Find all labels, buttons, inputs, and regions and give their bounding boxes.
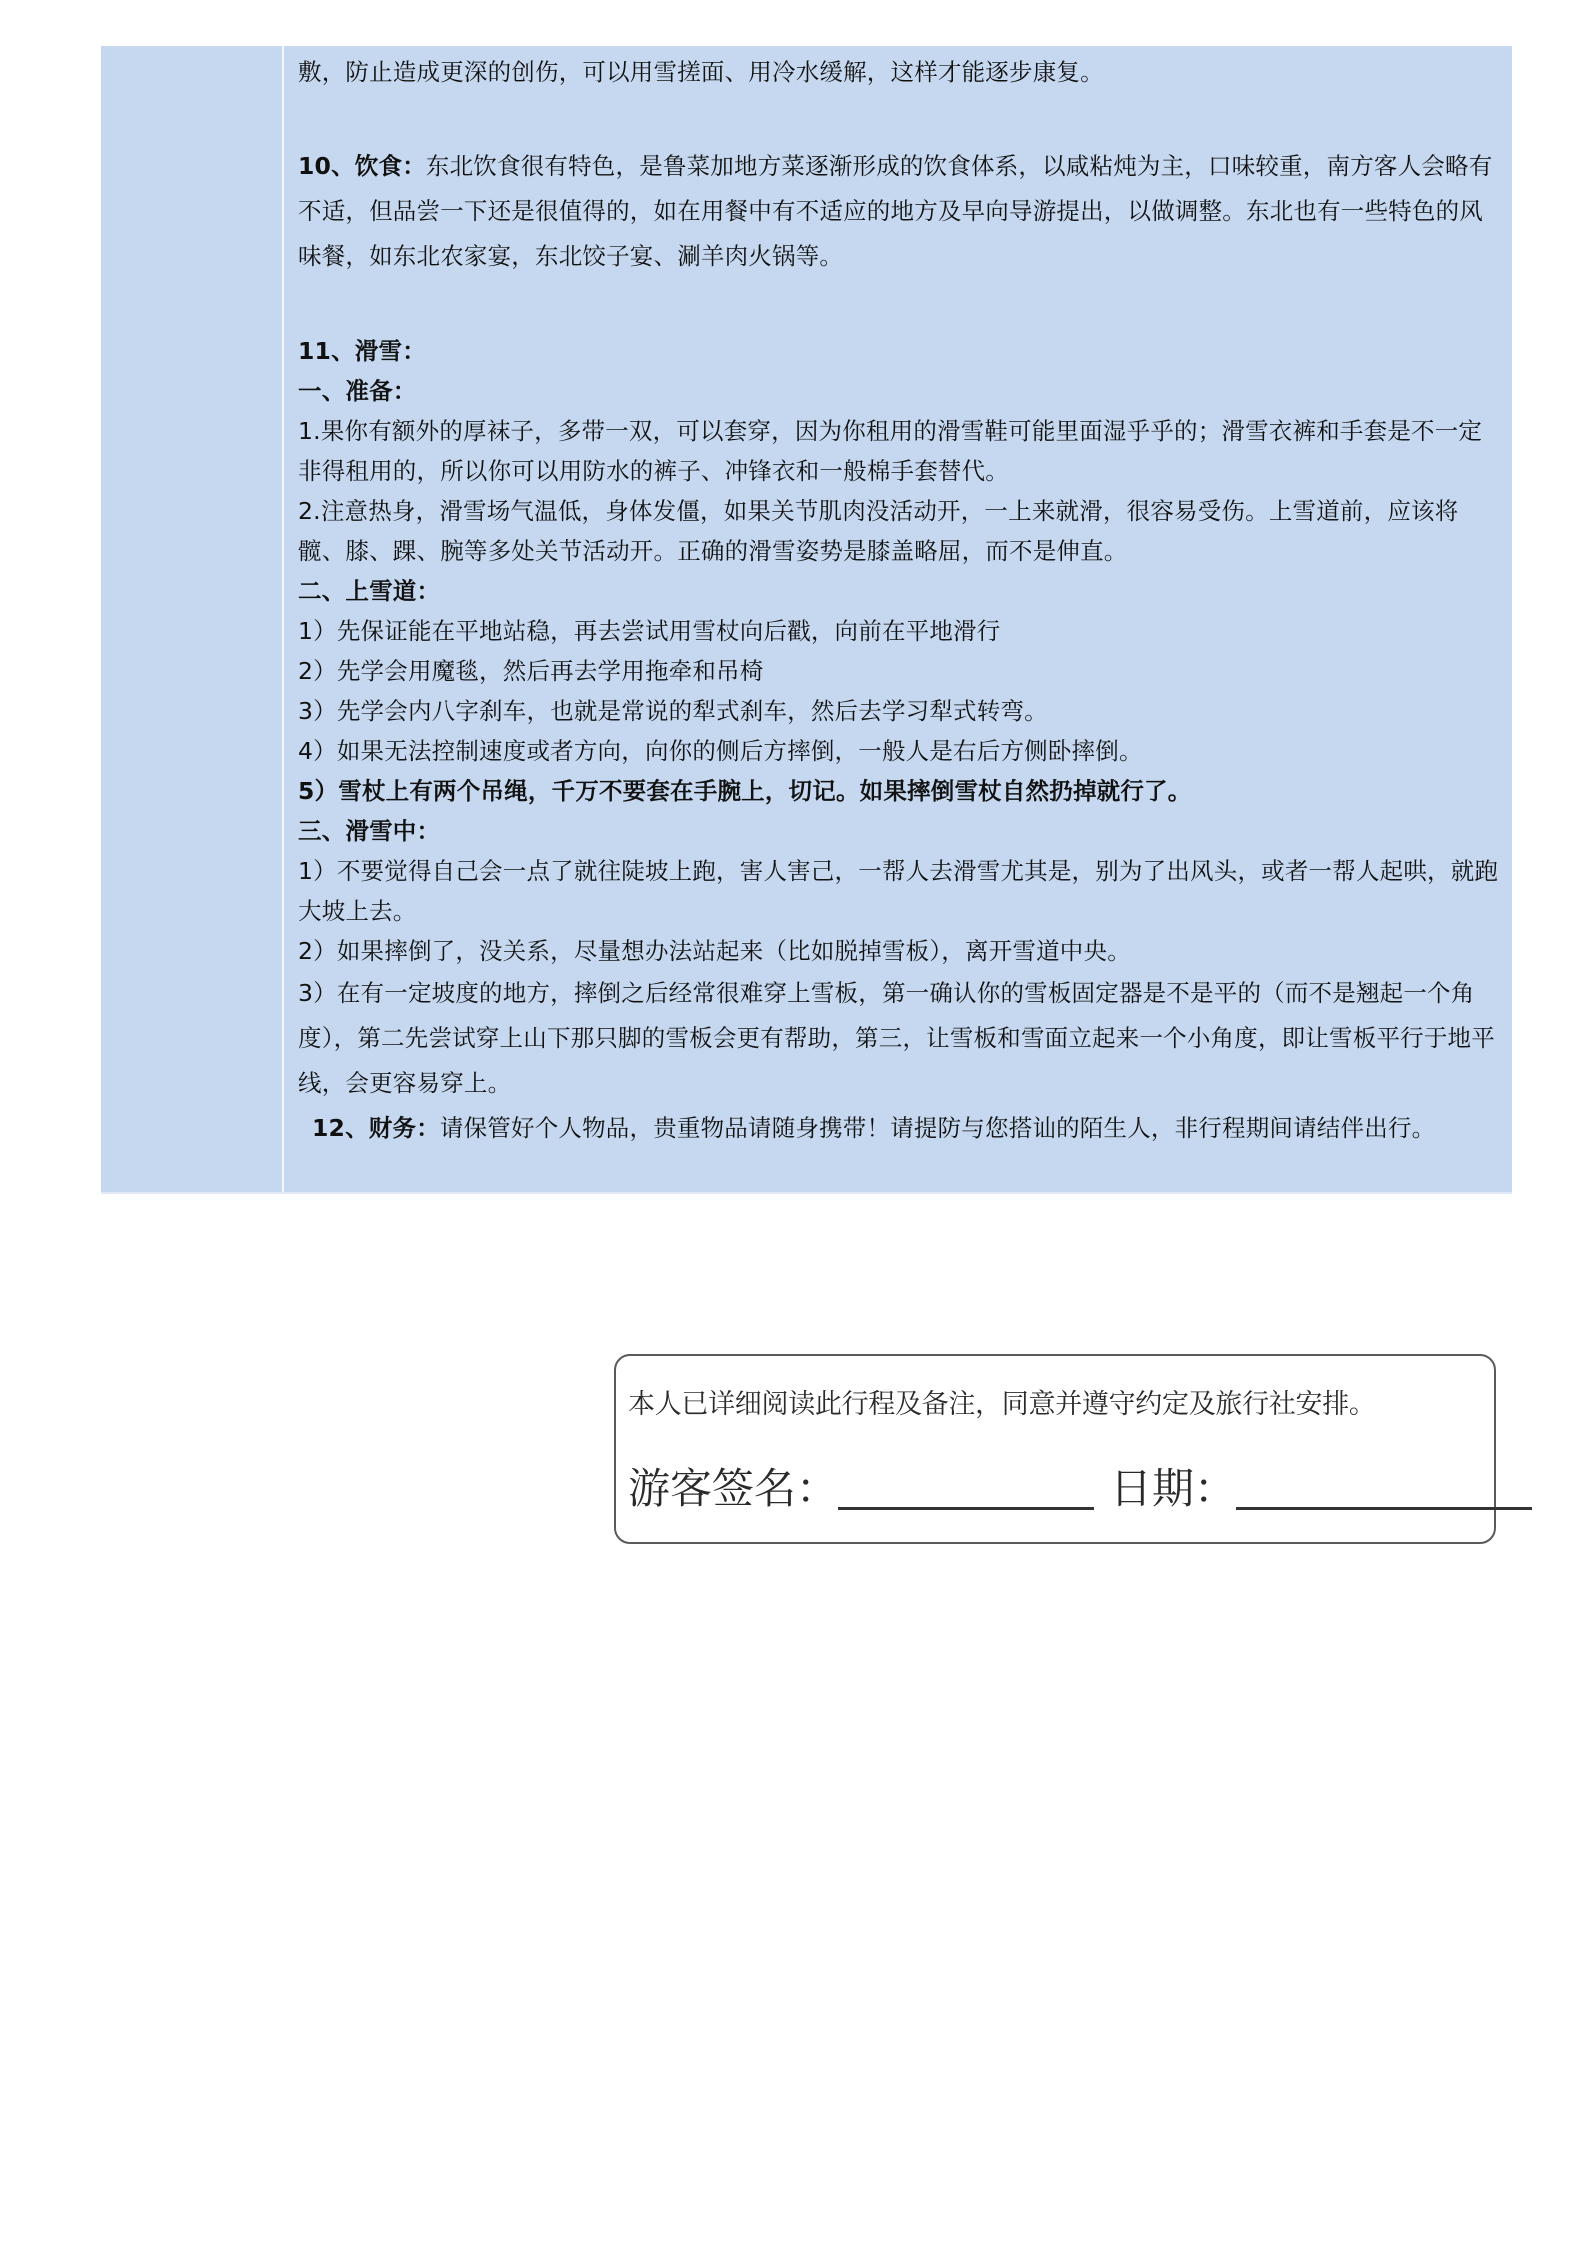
signature-date-field[interactable]	[1236, 1507, 1532, 1510]
section-1-line: 1.果你有额外的厚袜子，多带一双，可以套穿，因为你租用的滑雪鞋可能里面湿乎乎的；滑雪衣裤和手套是不一定非得租用的，所以你可以用防水的裤子、冲锋衣和一般棉手套替代。	[298, 417, 1483, 485]
item-10-body: 东北饮食很有特色，是鲁菜加地方菜逐渐形成的饮食体系，以咸粘炖为主，口味较重，南方客人会略有不适，但品尝一下还是很值得的，如在用餐中有不适应的地方及早向导游提出，以做调整。东北也有一些特色的风味餐，如东北农家宴，东北饺子宴、涮羊肉火锅等。	[298, 152, 1493, 270]
section-3-heading: 三、滑雪中：	[298, 817, 441, 845]
section-2-heading: 二、上雪道：	[298, 577, 441, 605]
section-2-line: 1）先保证能在平地站稳，再去尝试用雪杖向后戳，向前在平地滑行	[298, 617, 1001, 645]
section-3-line: 1）不要觉得自己会一点了就往陡坡上跑，害人害己，一帮人去滑雪尤其是，别为了出风头，或者一帮人起哄，就跑大坡上去。	[298, 857, 1499, 925]
section-3-line: 3）在有一定坡度的地方，摔倒之后经常很难穿上雪板，第一确认你的雪板固定器是不是平的（而不是翘起一个角度），第二先尝试穿上山下那只脚的雪板会更有帮助，第三，让雪板和雪面立起来一个小角度，即让雪板平行于地平线，会更容易穿上。	[298, 979, 1495, 1097]
item-12-title: 12、财务：	[312, 1114, 440, 1142]
signature-name-field[interactable]	[838, 1507, 1094, 1510]
section-3-line: 2）如果摔倒了，没关系，尽量想办法站起来（比如脱掉雪板），离开雪道中央。	[298, 937, 1131, 965]
section-2-bold-line: 5）雪杖上有两个吊绳，千万不要套在手腕上，切记。如果摔倒雪杖自然扔掉就行了。	[298, 777, 1192, 805]
section-2-line: 3）先学会内八字刹车，也就是常说的犁式刹车，然后去学习犁式转弯。	[298, 697, 1048, 725]
item-12-finance	[298, 1106, 1500, 1151]
continued-text: 敷，防止造成更深的创伤，可以用雪搓面、用冷水缓解，这样才能逐步康复。	[298, 58, 1104, 86]
section-1-heading: 一、准备：	[298, 377, 417, 405]
section-2-line: 4）如果无法控制速度或者方向，向你的侧后方摔倒，一般人是右后方侧卧摔倒。	[298, 737, 1143, 765]
name-label: 游客签名：	[628, 1464, 839, 1513]
table-content-cell	[284, 46, 1512, 1192]
spacer	[298, 92, 1500, 144]
item-10-title: 10、饮食：	[298, 152, 426, 180]
agreement-statement: 本人已详细阅读此行程及备注，同意并遵守约定及旅行社安排。	[628, 1389, 1376, 1420]
table-label-cell	[101, 46, 284, 1192]
signature-row	[628, 1456, 1532, 1516]
section-1-line: 2.注意热身，滑雪场气温低，身体发僵，如果关节肌肉没活动开，一上来就滑，很容易受伤。上雪道前，应该将髋、膝、踝、腕等多处关节活动开。正确的滑雪姿势是膝盖略屈，而不是伸直。	[298, 497, 1459, 565]
notes-table	[101, 46, 1512, 1194]
item-11-title: 11、滑雪：	[298, 337, 426, 365]
spacer	[298, 279, 1500, 331]
date-label: 日期：	[1110, 1464, 1237, 1513]
section-2-line: 2）先学会用魔毯，然后再去学用拖牵和吊椅	[298, 657, 764, 685]
item-10-diet	[298, 144, 1500, 279]
item-12-body: 请保管好个人物品，贵重物品请随身携带！请提防与您搭讪的陌生人，非行程期间请结伴出行。	[439, 1114, 1436, 1142]
signature-box	[614, 1354, 1496, 1544]
